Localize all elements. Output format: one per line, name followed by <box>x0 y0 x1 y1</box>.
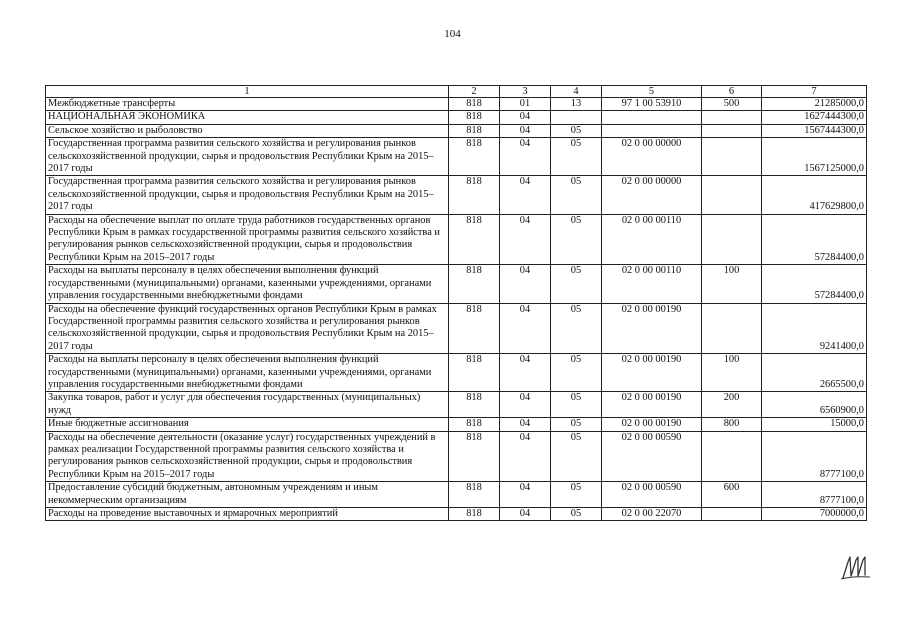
cell-col-7: 8777100,0 <box>762 482 867 508</box>
cell-col-7: 8777100,0 <box>762 431 867 482</box>
cell-col-7: 6560900,0 <box>762 392 867 418</box>
cell-col-5: 02 0 00 00590 <box>602 482 702 508</box>
cell-col-3: 04 <box>500 111 551 124</box>
table-row <box>46 214 867 265</box>
cell-col-5: 02 0 00 00110 <box>602 265 702 303</box>
table-row <box>46 418 867 431</box>
cell-col-4: 05 <box>551 138 602 176</box>
cell-col-4: 05 <box>551 303 602 354</box>
cell-col-5 <box>602 124 702 137</box>
cell-col-2: 818 <box>449 508 500 521</box>
cell-col-4 <box>551 111 602 124</box>
cell-col-4: 05 <box>551 354 602 392</box>
cell-col-7: 57284400,0 <box>762 265 867 303</box>
row-name-cell: Государственная программа развития сельского хозяйства и регулирования рынков сельскохозяйственной продукции, сырья и продовольствия Республики Крым на 2015–2017 годы <box>46 176 449 214</box>
row-name-cell: Сельское хозяйство и рыболовство <box>46 124 449 137</box>
table-body <box>46 98 867 521</box>
row-name-cell: Расходы на обеспечение функций государственных органов Республики Крым в рамках Государственной программы развития сельского хозяйства и регулирования рынков сельскохозяйственной продукции, сырья и продовольствия Республики Крым на 2015–2017 годы <box>46 303 449 354</box>
cell-col-5: 02 0 00 00190 <box>602 354 702 392</box>
cell-col-7: 15000,0 <box>762 418 867 431</box>
cell-col-3: 04 <box>500 418 551 431</box>
cell-col-2: 818 <box>449 392 500 418</box>
cell-col-6 <box>702 138 762 176</box>
cell-col-4: 05 <box>551 431 602 482</box>
cell-col-3: 04 <box>500 431 551 482</box>
cell-col-5 <box>602 111 702 124</box>
cell-col-5: 02 0 00 00110 <box>602 214 702 265</box>
cell-col-7: 1567444300,0 <box>762 124 867 137</box>
cell-col-4: 05 <box>551 392 602 418</box>
handwritten-signature <box>841 554 871 580</box>
row-name-cell: Расходы на обеспечение выплат по оплате труда работников государственных органов Республики Крым в рамках государственной программы развития сельского хозяйства и регулирования рынков сельскохозяйственной продукции, сырья и продовольствия Республики Крым на 2015–2017 годы <box>46 214 449 265</box>
row-name-cell: НАЦИОНАЛЬНАЯ ЭКОНОМИКА <box>46 111 449 124</box>
cell-col-7: 57284400,0 <box>762 214 867 265</box>
table-row <box>46 508 867 521</box>
cell-col-2: 818 <box>449 303 500 354</box>
cell-col-3: 04 <box>500 124 551 137</box>
header-cell: 4 <box>551 86 602 98</box>
table-row <box>46 138 867 176</box>
row-name-cell: Иные бюджетные ассигнования <box>46 418 449 431</box>
cell-col-3: 04 <box>500 482 551 508</box>
header-cell: 2 <box>449 86 500 98</box>
header-cell: 5 <box>602 86 702 98</box>
cell-col-3: 04 <box>500 214 551 265</box>
header-cell: 3 <box>500 86 551 98</box>
cell-col-6 <box>702 111 762 124</box>
cell-col-5: 02 0 00 00000 <box>602 176 702 214</box>
cell-col-7: 1627444300,0 <box>762 111 867 124</box>
table-row <box>46 431 867 482</box>
cell-col-7: 1567125000,0 <box>762 138 867 176</box>
cell-col-3: 04 <box>500 138 551 176</box>
cell-col-4: 05 <box>551 176 602 214</box>
cell-col-5: 97 1 00 53910 <box>602 98 702 111</box>
cell-col-6: 100 <box>702 354 762 392</box>
row-name-cell: Предоставление субсидий бюджетным, автономным учреждениям и иным некоммерческим организациям <box>46 482 449 508</box>
cell-col-6 <box>702 214 762 265</box>
cell-col-2: 818 <box>449 176 500 214</box>
header-cell: 6 <box>702 86 762 98</box>
cell-col-6 <box>702 124 762 137</box>
table-row <box>46 265 867 303</box>
table-row <box>46 482 867 508</box>
cell-col-4: 05 <box>551 482 602 508</box>
cell-col-4: 05 <box>551 418 602 431</box>
row-name-cell: Закупка товаров, работ и услуг для обеспечения государственных (муниципальных) нужд <box>46 392 449 418</box>
table-row <box>46 392 867 418</box>
table-row <box>46 124 867 137</box>
cell-col-5: 02 0 00 00190 <box>602 392 702 418</box>
cell-col-3: 04 <box>500 508 551 521</box>
cell-col-6: 500 <box>702 98 762 111</box>
cell-col-6 <box>702 431 762 482</box>
cell-col-3: 01 <box>500 98 551 111</box>
row-name-cell: Государственная программа развития сельского хозяйства и регулирования рынков сельскохозяйственной продукции, сырья и продовольствия Республики Крым на 2015–2017 годы <box>46 138 449 176</box>
cell-col-7: 9241400,0 <box>762 303 867 354</box>
cell-col-2: 818 <box>449 214 500 265</box>
page-number: 104 <box>444 28 461 40</box>
cell-col-2: 818 <box>449 431 500 482</box>
cell-col-6: 200 <box>702 392 762 418</box>
header-row <box>46 86 867 98</box>
cell-col-7: 7000000,0 <box>762 508 867 521</box>
cell-col-5: 02 0 00 00190 <box>602 418 702 431</box>
cell-col-2: 818 <box>449 265 500 303</box>
cell-col-3: 04 <box>500 392 551 418</box>
cell-col-3: 04 <box>500 303 551 354</box>
cell-col-2: 818 <box>449 482 500 508</box>
cell-col-7: 21285000,0 <box>762 98 867 111</box>
cell-col-2: 818 <box>449 98 500 111</box>
row-name-cell: Расходы на обеспечение деятельности (оказание услуг) государственных учреждений в рамках реализации Государственной программы развития сельского хозяйства и регулирования рынков сельскохозяйственной продукции, сырья и продовольствия Республики Крым на 2015–2017 годы <box>46 431 449 482</box>
cell-col-5: 02 0 00 00590 <box>602 431 702 482</box>
cell-col-7: 2665500,0 <box>762 354 867 392</box>
row-name-cell: Расходы на выплаты персоналу в целях обеспечения выполнения функций государственными (муниципальными) органами, казенными учреждениями, органами управления государственными внебюджетными фондами <box>46 265 449 303</box>
row-name-cell: Расходы на проведение выставочных и ярмарочных мероприятий <box>46 508 449 521</box>
table-row <box>46 354 867 392</box>
row-name-cell: Расходы на выплаты персоналу в целях обеспечения выполнения функций государственными (муниципальными) органами, казенными учреждениями, органами управления государственными внебюджетными фондами <box>46 354 449 392</box>
cell-col-4: 05 <box>551 508 602 521</box>
cell-col-4: 05 <box>551 214 602 265</box>
cell-col-4: 05 <box>551 124 602 137</box>
cell-col-7: 417629800,0 <box>762 176 867 214</box>
cell-col-4: 05 <box>551 265 602 303</box>
header-cell: 1 <box>46 86 449 98</box>
budget-table <box>45 85 867 521</box>
cell-col-2: 818 <box>449 138 500 176</box>
cell-col-5: 02 0 00 22070 <box>602 508 702 521</box>
cell-col-4: 13 <box>551 98 602 111</box>
cell-col-2: 818 <box>449 111 500 124</box>
cell-col-6 <box>702 303 762 354</box>
cell-col-3: 04 <box>500 354 551 392</box>
cell-col-2: 818 <box>449 354 500 392</box>
cell-col-6: 100 <box>702 265 762 303</box>
cell-col-3: 04 <box>500 176 551 214</box>
table-row <box>46 98 867 111</box>
cell-col-5: 02 0 00 00000 <box>602 138 702 176</box>
cell-col-6 <box>702 508 762 521</box>
cell-col-6: 600 <box>702 482 762 508</box>
header-cell: 7 <box>762 86 867 98</box>
cell-col-2: 818 <box>449 418 500 431</box>
table-row <box>46 303 867 354</box>
table-row <box>46 176 867 214</box>
row-name-cell: Межбюджетные трансферты <box>46 98 449 111</box>
table-row <box>46 111 867 124</box>
cell-col-6 <box>702 176 762 214</box>
cell-col-6: 800 <box>702 418 762 431</box>
cell-col-3: 04 <box>500 265 551 303</box>
cell-col-2: 818 <box>449 124 500 137</box>
cell-col-5: 02 0 00 00190 <box>602 303 702 354</box>
